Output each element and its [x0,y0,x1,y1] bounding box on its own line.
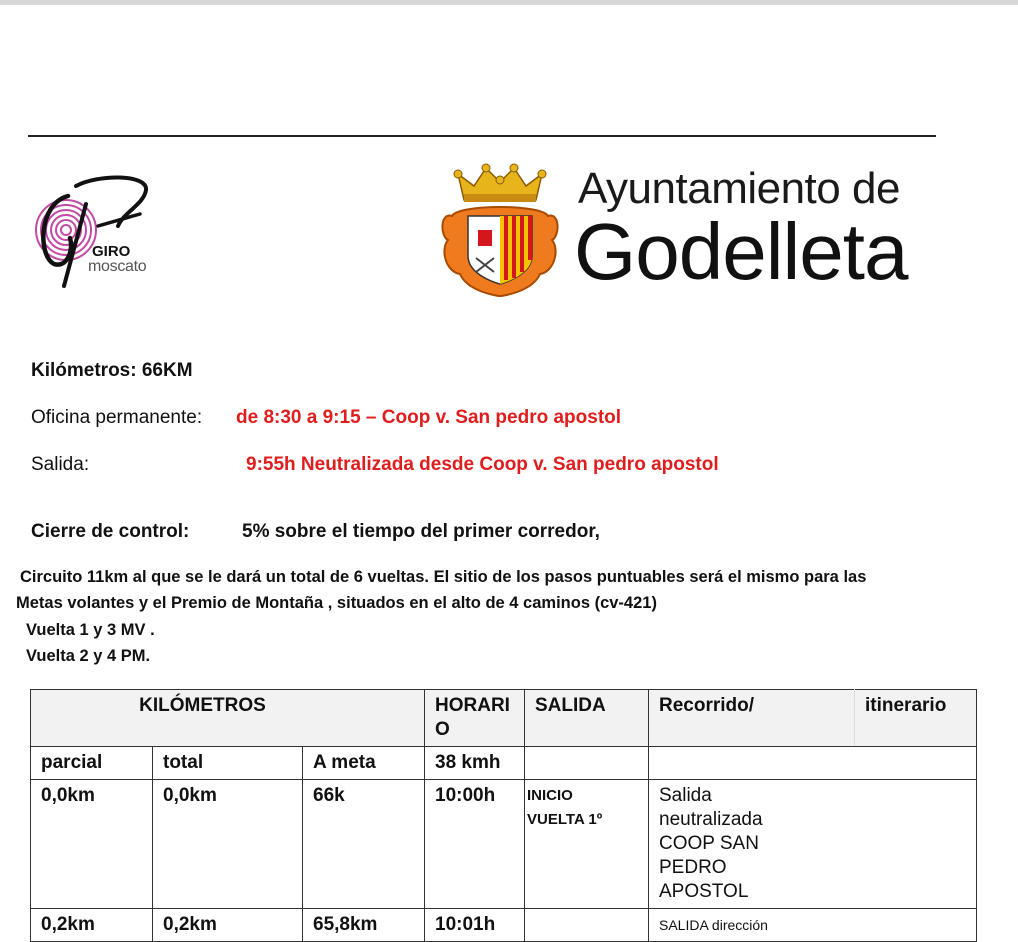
close-value: 5% sobre el tiempo del primer corredor, [242,521,600,542]
speed-header: 38 kmh [425,747,525,780]
description-line3: Vuelta 1 y 3 MV . [26,621,155,639]
horario-header: HORARI O [425,690,525,747]
description-line2: Metas volantes y el Premio de Montaña , situados en el alto de 4 caminos (cv-421) [16,594,657,612]
table-row [31,780,977,909]
total-header: total [153,747,303,780]
row1-recorrido: Salida neutralizada COOP SAN PEDRO APOSTOL [649,780,977,909]
parcial-header: parcial [31,747,153,780]
recorrido-subheader [649,747,977,780]
row1-salida: INICIO VUELTA 1º [525,780,649,909]
row1-parcial: 0,0km [31,780,153,909]
salida-subheader [525,747,649,780]
godelleta-crest [438,160,562,298]
row2-salida [525,909,649,942]
office-label: Oficina permanente: [31,407,203,428]
org-line1: Ayuntamiento de [578,164,900,213]
salida-header: SALIDA [525,690,649,747]
table-row [31,909,977,942]
row2-parcial: 0,2km [31,909,153,942]
ameta-header: A meta [303,747,425,780]
row2-hora: 10:01h [425,909,525,942]
org-line2: Godelleta [574,207,908,296]
row2-total: 0,2km [153,909,303,942]
table-subheader-row [31,747,977,780]
giro-moscato-word: moscato [88,258,147,275]
office-value: de 8:30 a 9:15 – Coop v. San pedro apostol [236,407,622,428]
row1-total: 0,0km [153,780,303,909]
start-label: Salida: [31,454,90,475]
start-value: 9:55h Neutralizada desde Coop v. San pedro apostol [246,454,719,475]
km-label: Kilómetros: 66KM [31,360,193,381]
route-table [30,689,977,942]
description-line1: Circuito 11km al que se le dará un total de 6 vueltas. El sitio de los pasos puntuables será el mismo para las [20,568,867,586]
km-header: KILÓMETROS [31,690,425,747]
description-line4: Vuelta 2 y 4 PM. [26,647,151,665]
row1-ameta: 66k [303,780,425,909]
row1-hora: 10:00h [425,780,525,909]
itinerario-header: itinerario [855,690,977,747]
giro-letters: GIRO [92,243,131,260]
row2-ameta: 65,8km [303,909,425,942]
recorrido-header: Recorrido/ [649,690,855,747]
row2-recorrido: SALIDA dirección [649,909,977,942]
close-label: Cierre de control: [31,521,190,542]
header-rule [28,135,936,137]
table-header-row [31,690,977,747]
